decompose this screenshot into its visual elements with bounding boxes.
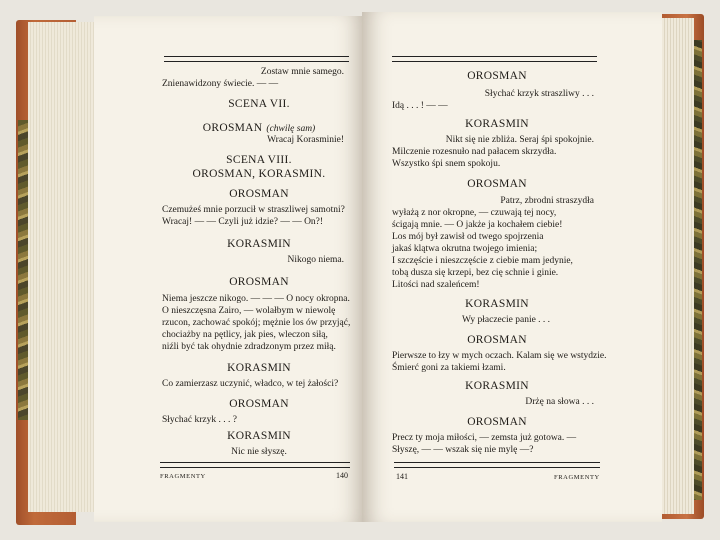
- speaker-name: OROSMAN: [467, 334, 527, 346]
- text-line: Pierwsze to łzy w mych oczach. Kalam się we wstydzie.: [392, 351, 607, 361]
- text-line: Precz ty moja miłości, — zemsta już gotowa. —: [392, 433, 577, 443]
- top-rule: [392, 56, 597, 62]
- running-footer: FRAGMENTY: [160, 473, 206, 480]
- speaker-name: KORASMIN: [465, 380, 529, 392]
- text-line: Zostaw mnie samego.: [260, 67, 344, 77]
- text-line: Wracaj! — — Czyli już idzie? — — On?!: [162, 217, 324, 227]
- scene-heading: SCENA VIII.: [226, 154, 292, 166]
- speaker-name: OROSMAN: [229, 398, 289, 410]
- speaker-name: OROSMAN: [467, 416, 527, 428]
- scene-heading: SCENA VII.: [228, 98, 290, 110]
- bottom-rule: [160, 462, 350, 468]
- text-line: chociażby na pętlicy, jak pies, wleczon siłą,: [162, 330, 328, 340]
- page-number: 140: [336, 471, 348, 480]
- text-line: Drżę na słowa . . .: [525, 397, 594, 407]
- text-line: Litości nad szaleńcem!: [392, 280, 480, 290]
- speaker-name: OROSMAN: [202, 122, 263, 134]
- text-line: Patrz, zbrodni straszydła: [500, 196, 594, 206]
- text-line: Niema jeszcze nikogo. — — — O nocy okropna.: [162, 294, 350, 304]
- text-line: Śmierć goni za takiemi łzami.: [392, 363, 506, 373]
- speaker-name: OROSMAN: [467, 70, 527, 82]
- cast-list: OROSMAN, KORASMIN.: [192, 168, 326, 180]
- speaker-name: OROSMAN: [467, 178, 527, 190]
- text-line: Nikt się nie zbliża. Seraj śpi spokojnie.: [445, 135, 594, 145]
- page-number: 141: [396, 472, 408, 481]
- text-line: Słychać krzyk straszliwy . . .: [484, 89, 594, 99]
- text-line: tobą dusza się krzepi, bez cię schnie i ginie.: [392, 268, 559, 278]
- top-rule: [164, 56, 349, 62]
- text-line: I szczęście i nieszczęście z ciebie mam jedynie,: [392, 256, 573, 266]
- text-line: Milczenie rozesnuło nad pałacem skrzydła.: [392, 147, 557, 157]
- text-line: Co zamierzasz uczynić, władco, w tej żałości?: [162, 379, 339, 389]
- speaker-name: KORASMIN: [227, 430, 291, 442]
- text-line: ścigają mnie. — O jakże ja kochałem ciebie!: [392, 220, 563, 230]
- bottom-rule: [394, 462, 600, 468]
- text-line: O nieszczęsna Zairo, — wolałbym w niewolę: [162, 306, 336, 316]
- text-line: Wszystko śpi snem spokoju.: [392, 159, 501, 169]
- text-line: Nic nie słyszę.: [231, 447, 287, 457]
- text-line: Znienawidzony świecie. — —: [162, 79, 279, 89]
- text-line: wyłażą z nor okropne, — czuwają tej nocy,: [392, 208, 557, 218]
- text-line: Czemużeś mnie porzucił w straszliwej samotni?: [162, 205, 345, 215]
- stage-direction: (chwilę sam): [266, 124, 316, 134]
- text-line: Idą . . . ! — —: [392, 101, 448, 111]
- speaker-name: OROSMAN: [229, 188, 289, 200]
- text-line: Wy płaczecie panie . . .: [462, 315, 551, 325]
- text-line: Wracaj Korasminie!: [267, 135, 344, 145]
- text-line: Słyszę, — — wszak się nie mylę —?: [392, 445, 534, 455]
- text-line: Los mój był zawisł od twego spojrzenia: [392, 232, 544, 242]
- speaker-name: OROSMAN: [229, 276, 289, 288]
- text-line: jakaś klątwa okrutna twojego imienia;: [392, 244, 538, 254]
- text-line: Nikogo niema.: [287, 255, 344, 265]
- text-line: Słychać krzyk . . . ?: [162, 415, 237, 425]
- speaker-name: KORASMIN: [465, 118, 529, 130]
- speaker-name: KORASMIN: [465, 298, 529, 310]
- text-line: niźli być tak ohydnie zdradzonym przez miłą.: [162, 342, 336, 352]
- left-page: [94, 16, 364, 522]
- speaker-name: KORASMIN: [227, 362, 291, 374]
- right-page: [362, 12, 662, 522]
- text-line: rzucon, zachować spokój; mężnie los ów przyjąć,: [162, 318, 351, 328]
- running-footer: FRAGMENTY: [554, 474, 600, 481]
- speaker-name: KORASMIN: [227, 238, 291, 250]
